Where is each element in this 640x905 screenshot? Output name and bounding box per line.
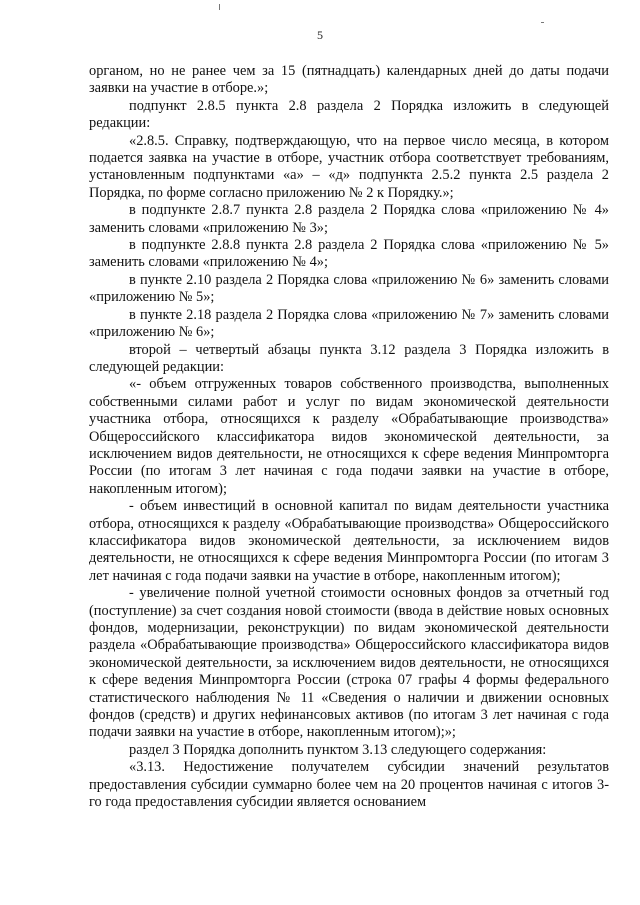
paragraph-3: «2.8.5. Справку, подтверждающую, что на первое число месяца, в котором подается заявка на участие в отборе, участник отбора соответствует требованиям, установленным подпунктами «а» – «д» подпункта 2.5.2 пункта 2.5 раздела 2 Порядка, по форме согласно приложению № 2 к Порядку.»; [89, 132, 609, 201]
scan-speck [541, 22, 544, 23]
paragraph-10: - объем инвестиций в основной капитал по видам деятельности участника отбора, относящихся к разделу «Обрабатывающие производства» Общероссийского классификатора видов экономической деятельности, за исключением видов деятельности, не относящихся к сфере ведения Минпромторга России (по итогам 3 лет начиная с года подачи заявки на участие в отборе, накопленным итогом); [89, 498, 609, 584]
page-number: 5 [317, 28, 323, 42]
paragraph-6: в пункте 2.10 раздела 2 Порядка слова «приложению № 6» заменить словами «приложению № 5»; [89, 271, 609, 306]
paragraph-8: второй – четвертый абзацы пункта 3.12 раздела 3 Порядка изложить в следующей редакции: [89, 341, 609, 375]
paragraph-7: в пункте 2.18 раздела 2 Порядка слова «приложению № 7» заменить словами «приложению № 6»; [89, 306, 609, 341]
paragraph-13: «3.13. Недостижение получателем субсидии значений результатов предоставления субсидии суммарно более чем на 20 процентов начиная с итогов 3-го года предоставления субсидии является основанием [89, 759, 609, 811]
paragraph-9: «- объем отгруженных товаров собственного производства, выполненных собственными силами работ и услуг по видам экономической деятельности участника отбора, относящихся к разделу «Обрабатывающие производства» Общероссийского классификатора видов экономической деятельности, за исключением видов деятельности, не относящихся к сфере ведения Минпромторга России (по итогам 3 лет начиная с года подачи заявки на участие в отборе, накопленным итогом); [89, 376, 609, 497]
paragraph-5: в подпункте 2.8.8 пункта 2.8 раздела 2 Порядка слова «приложению № 5» заменить словами «приложению № 4»; [89, 237, 609, 271]
paragraph-2: подпункт 2.8.5 пункта 2.8 раздела 2 Порядка изложить в следующей редакции: [89, 97, 609, 132]
scan-speck [219, 4, 220, 10]
document-body [89, 63, 609, 811]
paragraph-4: в подпункте 2.8.7 пункта 2.8 раздела 2 Порядка слова «приложению № 4» заменить словами «приложению № 3»; [89, 202, 609, 236]
paragraph-11: - увеличение полной учетной стоимости основных фондов за отчетный год (поступление) за счет создания новой стоимости (ввода в действие новых основных фондов, модернизации, реконструкции) по видам экономической деятельности раздела «Обрабатывающие производства» Общероссийского классификатора видов экономической деятельности, за исключением видов деятельности, не относящихся к сфере ведения Минпромторга России (строка 07 графы 4 формы федерального статистического наблюдения № 11 «Сведения о наличии и движении основных фондов (средств) и других нефинансовых активов (по итогам 3 лет начиная с года подачи заявки на участие в отборе, накопленным итогом);»; [89, 585, 609, 741]
paragraph-12: раздел 3 Порядка дополнить пунктом 3.13 следующего содержания: [129, 741, 547, 758]
paragraph-1: органом, но не ранее чем за 15 (пятнадцать) календарных дней до даты подачи заявки на участие в отборе.»; [89, 63, 609, 97]
